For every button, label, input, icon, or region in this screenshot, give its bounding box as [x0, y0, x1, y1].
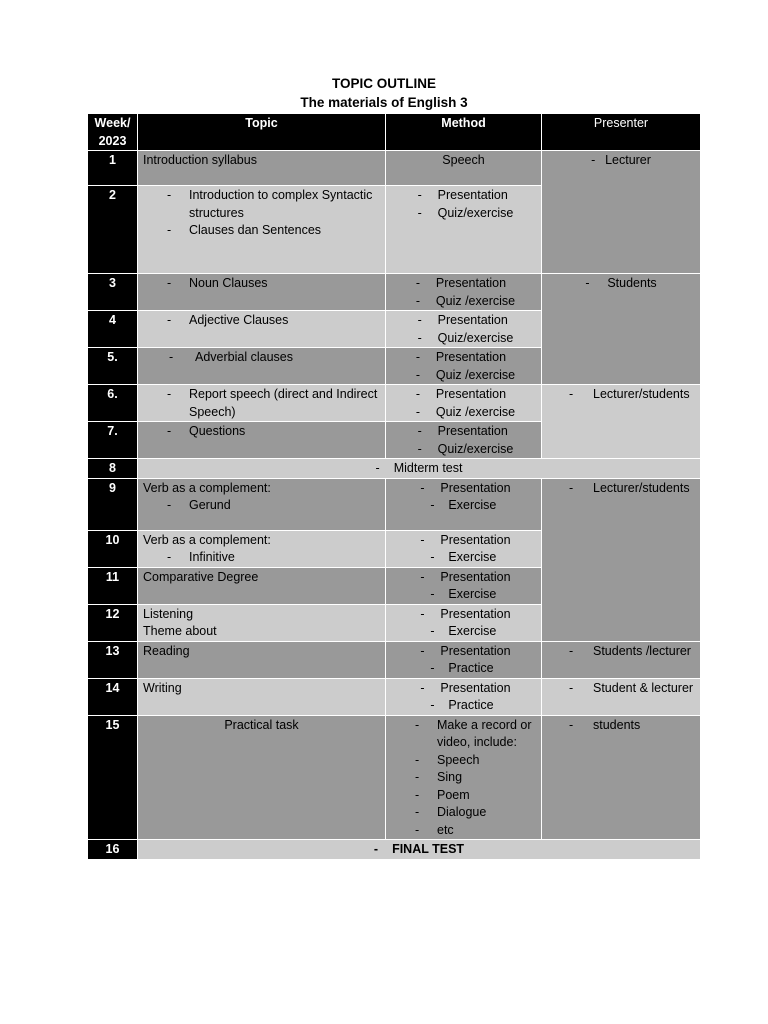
topic-list — [143, 497, 380, 515]
list-item: - Presentation — [414, 187, 514, 205]
table-row — [88, 678, 701, 715]
week-cell: 8 — [88, 459, 138, 479]
document-subtitle: The materials of English 3 — [300, 95, 468, 110]
method-list — [416, 569, 510, 604]
midterm-cell — [138, 459, 701, 479]
list-item: - Questions — [143, 423, 380, 441]
list-item: - Exercise — [416, 586, 510, 604]
list-item: - Quiz/exercise — [414, 205, 514, 223]
list-item: - Presentation — [416, 606, 510, 624]
method-cell — [386, 641, 542, 678]
list-item: - etc — [391, 822, 536, 840]
topic-cell: Writing — [138, 678, 386, 715]
presenter-list — [547, 643, 695, 661]
list-item: - Exercise — [416, 623, 510, 641]
week-cell: 12 — [88, 604, 138, 641]
method-cell — [386, 274, 542, 311]
topic-list — [143, 312, 380, 330]
presenter-cell — [542, 478, 701, 641]
method-cell — [386, 604, 542, 641]
method-cell — [386, 311, 542, 348]
week-cell: 9 — [88, 478, 138, 530]
dash-marker: - — [373, 842, 379, 856]
list-item: - Exercise — [416, 549, 510, 567]
topic-list — [143, 386, 380, 421]
list-item: - Student & lecturer — [547, 680, 695, 698]
dash-marker: - — [375, 461, 380, 475]
week-cell: 7. — [88, 422, 138, 459]
table-row — [88, 459, 701, 479]
final-test-cell — [138, 840, 701, 860]
list-item: - Infinitive — [143, 549, 380, 567]
presenter-list — [585, 275, 656, 293]
presenter-cell — [542, 715, 701, 840]
topic-outline-table — [87, 113, 701, 860]
list-item: - Presentation — [412, 386, 515, 404]
presenter-cell — [542, 274, 701, 385]
topic-list — [143, 349, 380, 367]
list-item: - Quiz /exercise — [412, 404, 515, 422]
topic-cell: Practical task — [138, 715, 386, 840]
presenter-list — [547, 680, 695, 698]
topic-list — [143, 275, 380, 293]
topic-cell — [138, 348, 386, 385]
method-list — [391, 717, 536, 840]
table-row — [88, 151, 701, 186]
list-item: - Presentation — [412, 275, 515, 293]
method-cell — [386, 422, 542, 459]
topic-list — [143, 187, 380, 240]
table-row — [88, 840, 701, 860]
topic-heading: Verb as a complement: — [143, 532, 271, 547]
list-item: - Practice — [416, 697, 510, 715]
topic-cell: Introduction syllabus — [138, 151, 386, 186]
list-item: - Practice — [416, 660, 510, 678]
presenter-list — [547, 717, 695, 735]
list-item: - Lecturer/students — [547, 386, 695, 404]
table-row — [88, 274, 701, 311]
list-item: - Make a record or video, include: — [391, 717, 536, 752]
week-cell: 15 — [88, 715, 138, 840]
week-cell: 11 — [88, 567, 138, 604]
week-cell: 5. — [88, 348, 138, 385]
method-list — [412, 275, 515, 310]
list-item: - Students /lecturer — [547, 643, 695, 661]
presenter-cell — [542, 641, 701, 678]
week-cell: 14 — [88, 678, 138, 715]
method-list — [416, 680, 510, 715]
list-item: - Lecturer/students — [547, 480, 695, 498]
presenter-cell — [542, 151, 701, 274]
method-cell — [386, 186, 542, 274]
list-item: - Presentation — [416, 532, 510, 550]
week-cell: 1 — [88, 151, 138, 186]
list-item: - students — [547, 717, 695, 735]
topic-cell — [138, 186, 386, 274]
list-item: - Presentation — [416, 643, 510, 661]
list-item: - Presentation — [416, 569, 510, 587]
table-row — [88, 385, 701, 422]
list-item: - Noun Clauses — [143, 275, 380, 293]
method-list — [416, 643, 510, 678]
table-row — [88, 478, 701, 530]
week-cell: 4 — [88, 311, 138, 348]
table-row — [88, 641, 701, 678]
list-item: - Quiz/exercise — [414, 330, 514, 348]
topic-list — [143, 549, 380, 567]
list-item: - Report speech (direct and Indirect Speech) — [143, 386, 380, 421]
presenter-list — [591, 152, 651, 170]
list-item: - Presentation — [412, 349, 515, 367]
topic-cell — [138, 311, 386, 348]
list-item: - Introduction to complex Syntactic structures — [143, 187, 380, 222]
topic-cell — [138, 478, 386, 530]
week-cell: 10 — [88, 530, 138, 567]
list-item: - Quiz /exercise — [412, 293, 515, 311]
method-list — [414, 423, 514, 458]
header-presenter: Presenter — [542, 114, 701, 151]
method-list — [412, 349, 515, 384]
method-cell — [386, 678, 542, 715]
topic-cell: Reading — [138, 641, 386, 678]
list-item: - Presentation — [416, 480, 510, 498]
topic-cell — [138, 422, 386, 459]
topic-cell: Comparative Degree — [138, 567, 386, 604]
header-topic: Topic — [138, 114, 386, 151]
topic-cell — [138, 604, 386, 641]
list-item: - Adverbial clauses — [143, 349, 380, 367]
list-item: - Students — [585, 275, 656, 293]
week-cell: 6. — [88, 385, 138, 422]
table-header-row — [88, 114, 701, 151]
document-titles — [0, 74, 768, 112]
week-cell: 2 — [88, 186, 138, 274]
list-item: - Presentation — [414, 312, 514, 330]
presenter-cell — [542, 385, 701, 459]
method-list — [414, 187, 514, 222]
list-item: - Presentation — [414, 423, 514, 441]
document-title: TOPIC OUTLINE — [331, 76, 436, 91]
list-item: - Speech — [391, 752, 536, 770]
header-method: Method — [386, 114, 542, 151]
topic-line: Theme about — [143, 624, 217, 638]
final-test-label: FINAL TEST — [392, 842, 465, 856]
table-row — [88, 715, 701, 840]
list-item: - Poem — [391, 787, 536, 805]
week-cell: 13 — [88, 641, 138, 678]
topic-cell — [138, 530, 386, 567]
method-cell — [386, 348, 542, 385]
method-list — [412, 386, 515, 421]
method-list — [416, 606, 510, 641]
method-cell — [386, 567, 542, 604]
method-cell — [386, 530, 542, 567]
method-list — [416, 532, 510, 567]
list-item: - Sing — [391, 769, 536, 787]
topic-list — [143, 423, 380, 441]
list-item: - Dialogue — [391, 804, 536, 822]
list-item: - Quiz/exercise — [414, 441, 514, 459]
list-item: - Quiz /exercise — [412, 367, 515, 385]
method-cell — [386, 478, 542, 530]
topic-cell — [138, 274, 386, 311]
method-list — [414, 312, 514, 347]
method-cell: Speech — [386, 151, 542, 186]
list-item: - Clauses dan Sentences — [143, 222, 380, 240]
midterm-label: Midterm test — [393, 461, 463, 475]
presenter-list — [547, 386, 695, 404]
week-cell: 16 — [88, 840, 138, 860]
header-week: Week/ 2023 — [88, 114, 138, 151]
week-cell: 3 — [88, 274, 138, 311]
list-item: - Exercise — [416, 497, 510, 515]
topic-heading: Verb as a complement: — [143, 480, 271, 495]
list-item: - Lecturer — [591, 152, 651, 170]
list-item: - Gerund — [143, 497, 380, 515]
presenter-list — [547, 480, 695, 498]
list-item: - Presentation — [416, 680, 510, 698]
topic-line: Listening — [143, 606, 194, 621]
method-cell — [386, 715, 542, 840]
method-cell — [386, 385, 542, 422]
method-list — [416, 480, 510, 515]
presenter-cell — [542, 678, 701, 715]
topic-cell — [138, 385, 386, 422]
list-item: - Adjective Clauses — [143, 312, 380, 330]
